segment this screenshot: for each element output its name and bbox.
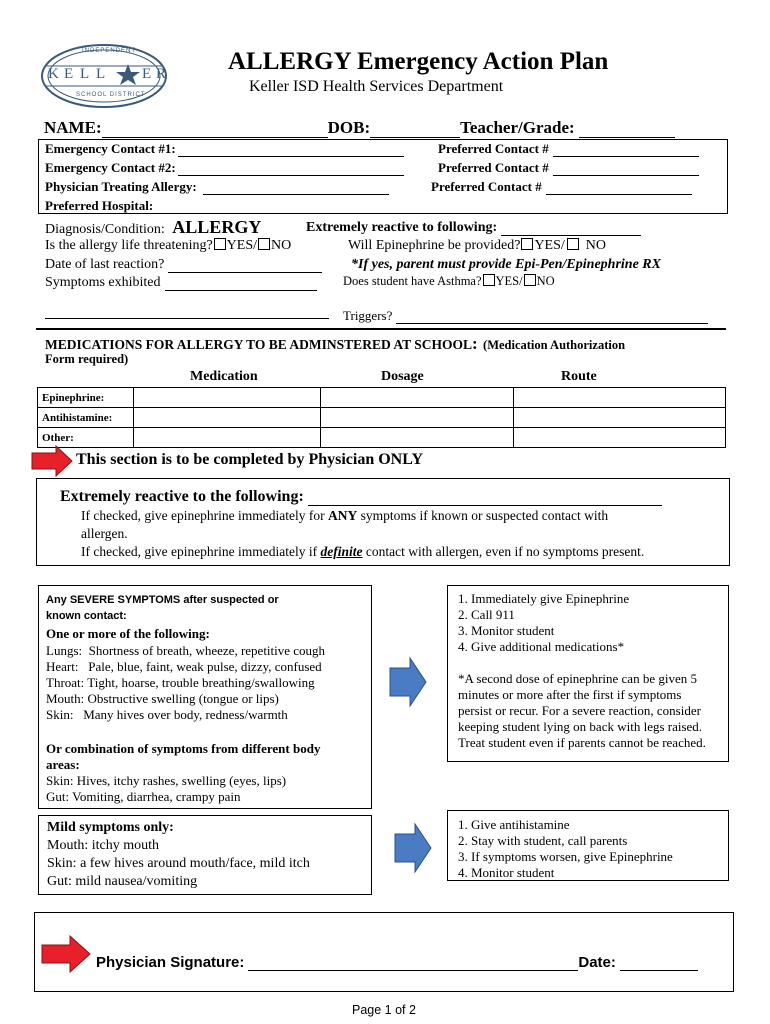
name-label: NAME: (44, 118, 102, 137)
life-threatening-row (45, 238, 291, 254)
physician-reactive-label: Extremely reactive to the following: (60, 488, 304, 505)
epi-yes-checkbox[interactable] (521, 238, 533, 250)
page-title: ALLERGY Emergency Action Plan (228, 48, 609, 75)
triggers-label: Triggers? (343, 308, 393, 323)
epi-definite-text-c: contact with allergen, even if no symptoms present. (362, 544, 645, 559)
med-cell[interactable] (134, 388, 321, 408)
pref2-label: Preferred Contact # (438, 160, 549, 175)
med-cell[interactable] (134, 428, 321, 448)
severe-action: 3. Monitor student (458, 623, 555, 638)
severe-action: 2. Call 911 (458, 607, 515, 622)
blue-arrow-icon (388, 656, 428, 708)
med-row-label: Antihistamine: (38, 408, 134, 428)
severe-item: Throat: Tight, hoarse, trouble breathing/swallowing (46, 675, 315, 690)
epi-any-text-c: symptoms if known or suspected contact with (357, 508, 609, 523)
asthma-label: Does student have Asthma? (343, 274, 482, 288)
preferred-contact-2 (438, 159, 699, 176)
epi-no-label: NO (585, 238, 607, 253)
preferred-contact-1 (438, 140, 699, 157)
second-dose-note: *A second dose of epinephrine can be given 5 (458, 671, 697, 686)
symptoms-field[interactable] (165, 277, 317, 291)
triggers-row (343, 308, 708, 324)
reactive-label: Extremely reactive to following: (306, 220, 498, 235)
page-number: Page 1 of 2 (352, 1003, 416, 1017)
severe-action: 4. Give additional medications* (458, 639, 625, 654)
severe-title-2: known contact: (46, 610, 127, 622)
mild-action: 1. Give antihistamine (458, 817, 570, 832)
mild-item: Skin: a few hives around mouth/face, mild itch (47, 856, 310, 871)
mild-item: Gut: mild nausea/vomiting (47, 874, 198, 889)
signature-field[interactable] (248, 956, 578, 971)
life-threat-no-label: NO (271, 238, 292, 253)
life-threat-yes-label: YES/ (226, 238, 258, 253)
epi-definite-bold: definite (320, 544, 363, 559)
asthma-row (343, 274, 555, 289)
reactive-field[interactable] (501, 222, 641, 236)
signature-label: Physician Signature: (96, 954, 245, 971)
medications-table (37, 387, 726, 448)
district-logo (36, 42, 176, 110)
asthma-no-label: NO (536, 274, 555, 288)
mild-item: Mouth: itchy mouth (47, 838, 159, 853)
physician-label: Physician Treating Allergy: (45, 179, 197, 194)
ec2-label: Emergency Contact #2: (45, 160, 176, 175)
date-field[interactable] (620, 956, 698, 971)
diagnosis-row (45, 217, 261, 238)
medications-note-2: Form required) (45, 352, 129, 366)
asthma-yes-label: YES/ (495, 274, 523, 288)
second-dose-note: minutes or more after the first if symptoms (458, 687, 682, 702)
medications-heading (45, 334, 625, 354)
ec1-label: Emergency Contact #1: (45, 141, 176, 156)
route-cell[interactable] (514, 408, 726, 428)
teacher-grade-field[interactable] (579, 121, 675, 138)
symptoms-label: Symptoms exhibited (45, 275, 161, 290)
hospital-label: Preferred Hospital: (45, 198, 154, 213)
physician-treating (45, 178, 389, 195)
severe-action: 1. Immediately give Epinephrine (458, 591, 630, 606)
col-dosage: Dosage (381, 369, 424, 384)
severe-title-1: Any SEVERE SYMPTOMS after suspected or (46, 594, 279, 606)
pref3-label: Preferred Contact # (431, 179, 542, 194)
combo-item: Skin: Hives, itchy rashes, swelling (eyes, lips) (46, 773, 287, 788)
epi-definite-text-a: If checked, give epinephrine immediately if (81, 544, 321, 559)
last-reaction-label: Date of last reaction? (45, 257, 165, 272)
epi-any-line (81, 508, 608, 524)
pref2-field[interactable] (553, 162, 699, 176)
medications-colon: : (471, 334, 478, 353)
combo-title-1: Or combination of symptoms from different body (46, 741, 321, 756)
dosage-cell[interactable] (321, 388, 514, 408)
table-row (38, 428, 726, 448)
life-threat-no-checkbox[interactable] (258, 238, 270, 250)
diagnosis-label: Diagnosis/Condition: (45, 222, 165, 237)
life-threat-label: Is the allergy life threatening? (45, 238, 213, 253)
epi-yes-label: YES/ (534, 238, 565, 253)
mild-action: 2. Stay with student, call parents (458, 833, 628, 848)
medications-heading-text: MEDICATIONS FOR ALLERGY TO BE ADMINSTERED AT SCHOOL (45, 337, 472, 352)
asthma-yes-checkbox[interactable] (483, 274, 495, 286)
logo-letter: L (80, 66, 90, 82)
med-row-label: Other: (38, 428, 134, 448)
severe-item: Heart: Pale, blue, faint, weak pulse, dizzy, confused (46, 659, 322, 674)
med-cell[interactable] (134, 408, 321, 428)
physician-only-heading: This section is to be completed by Physician ONLY (76, 451, 423, 468)
date-label: Date: (578, 954, 616, 971)
severe-item: Skin: Many hives over body, redness/warmth (46, 707, 288, 722)
preferred-contact-3 (431, 178, 692, 195)
emergency-contact-1 (45, 140, 404, 157)
logo-letter: K (48, 66, 59, 82)
reactive-following (306, 220, 641, 236)
physician-field[interactable] (203, 181, 389, 195)
symptoms-extra-line[interactable] (45, 318, 329, 319)
logo-letter: E (142, 66, 152, 82)
route-cell[interactable] (514, 388, 726, 408)
medications-divider (36, 328, 726, 330)
preferred-hospital (45, 197, 501, 214)
severe-item: Mouth: Obstructive swelling (tongue or lips) (46, 691, 279, 706)
signature-row (96, 954, 698, 971)
pref1-label: Preferred Contact # (438, 141, 549, 156)
epi-any-line-2: allergen. (81, 526, 128, 541)
table-row (38, 408, 726, 428)
logo-letter: L (96, 66, 106, 82)
teacher-grade-label: Teacher/Grade: (460, 118, 575, 137)
blue-arrow-icon (393, 822, 433, 874)
last-reaction-field[interactable] (168, 259, 322, 273)
epi-definite-line (81, 544, 644, 560)
epi-any-bold: ANY (328, 508, 358, 523)
logo-bottom-text: SCHOOL DISTRICT (76, 92, 146, 98)
epi-note: *If yes, parent must provide Epi-Pen/Epinephrine RX (351, 257, 661, 272)
ec1-field[interactable] (178, 143, 404, 157)
name-field[interactable] (102, 121, 328, 138)
mild-action: 3. If symptoms worsen, give Epinephrine (458, 849, 673, 864)
route-cell[interactable] (514, 428, 726, 448)
hospital-field[interactable] (157, 200, 501, 214)
last-reaction-row (45, 257, 322, 273)
dosage-cell[interactable] (321, 408, 514, 428)
mild-action: 4. Monitor student (458, 865, 555, 880)
second-dose-note: keeping student lying on back with legs raised. (458, 719, 703, 734)
pref1-field[interactable] (553, 143, 699, 157)
combo-item: Gut: Vomiting, diarrhea, crampy pain (46, 789, 241, 804)
dob-label: DOB: (327, 118, 371, 137)
life-threat-yes-checkbox[interactable] (214, 238, 226, 250)
med-row-label: Epinephrine: (38, 388, 134, 408)
page-subtitle: Keller ISD Health Services Department (249, 78, 504, 95)
logo-letter: E (64, 66, 74, 82)
diagnosis-value: ALLERGY (172, 217, 262, 237)
triggers-field[interactable] (396, 311, 708, 324)
logo-top-text: INDEPENDENT (82, 48, 137, 54)
physician-reactive-field[interactable] (308, 490, 662, 506)
dosage-cell[interactable] (321, 428, 514, 448)
ec2-field[interactable] (178, 162, 404, 176)
student-row (44, 118, 675, 138)
table-row (38, 388, 726, 408)
epi-no-checkbox[interactable] (567, 238, 579, 250)
dob-field[interactable] (370, 121, 460, 138)
asthma-no-checkbox[interactable] (524, 274, 536, 286)
severe-item: Lungs: Shortness of breath, wheeze, repetitive cough (46, 643, 326, 658)
second-dose-note: persist or recur. For a severe reaction, consider (458, 703, 701, 718)
emergency-contact-2 (45, 159, 404, 176)
pref3-field[interactable] (546, 181, 692, 195)
signature-box (34, 912, 734, 992)
col-route: Route (561, 369, 597, 384)
logo-letter: R (156, 66, 167, 82)
combo-title-2: areas: (46, 757, 80, 772)
epi-any-text-a: If checked, give epinephrine immediately for (81, 508, 329, 523)
red-arrow-icon (40, 934, 92, 974)
epi-label: Will Epinephrine be provided? (348, 238, 521, 253)
symptoms-row (45, 275, 317, 291)
epinephrine-provided-row (348, 238, 606, 254)
physician-reactive-row (60, 488, 662, 506)
second-dose-note: Treat student even if parents cannot be reached. (458, 735, 706, 750)
severe-sub: One or more of the following: (46, 626, 210, 641)
col-medication: Medication (190, 369, 258, 384)
medications-note-1: (Medication Authorization (483, 338, 626, 352)
mild-title: Mild symptoms only: (47, 820, 174, 835)
red-arrow-icon (30, 444, 74, 478)
